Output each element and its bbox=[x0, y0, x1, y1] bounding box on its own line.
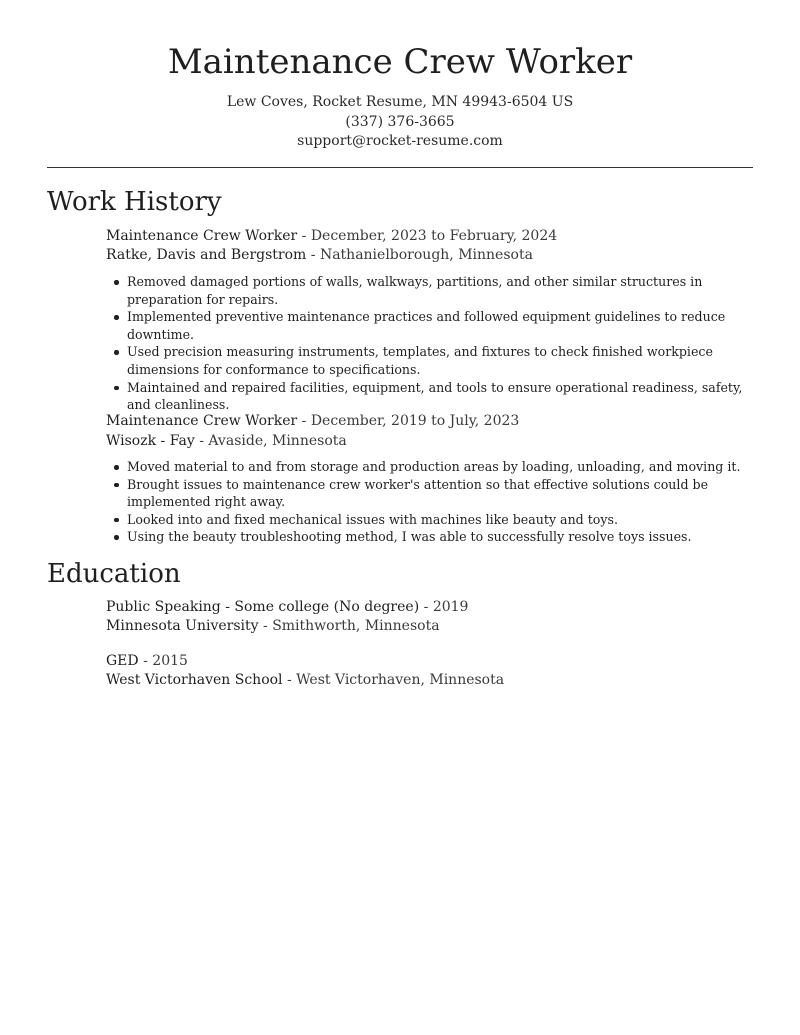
list-item: Using the beauty troubleshooting method, I was able to successfully resolve toys issues. bbox=[127, 528, 757, 546]
education-1-year: 2019 bbox=[432, 599, 469, 615]
list-item: Implemented preventive maintenance practices and followed equipment guidelines to reduce downtime. bbox=[127, 308, 757, 343]
job-2-role: Maintenance Crew Worker bbox=[106, 413, 298, 429]
job-1-bullets bbox=[127, 273, 757, 414]
education-1-separator: - bbox=[419, 599, 433, 615]
job-2-location: Avaside, Minnesota bbox=[208, 433, 347, 449]
contact-address: Lew Coves, Rocket Resume, MN 49943-6504 US bbox=[226, 94, 574, 110]
job-2-bullets bbox=[127, 458, 757, 546]
job-2-company-line bbox=[106, 432, 347, 450]
job-2-dates: December, 2019 to July, 2023 bbox=[310, 413, 520, 429]
education-2-location-separator: - bbox=[282, 672, 297, 688]
header-divider bbox=[47, 167, 753, 168]
list-item: Moved material to and from storage and production areas by loading, unloading, and moving it. bbox=[127, 458, 757, 476]
section-title-education: Education bbox=[47, 559, 181, 589]
list-item: Brought issues to maintenance crew worker's attention so that effective solutions could be implemented right away. bbox=[127, 476, 757, 511]
education-2-school: West Victorhaven School bbox=[106, 672, 283, 688]
list-item: Maintained and repaired facilities, equipment, and tools to ensure operational readiness, safety, and cleanliness. bbox=[127, 379, 757, 414]
job-1-location: Nathanielborough, Minnesota bbox=[319, 247, 533, 263]
contact-phone: (337) 376-3665 bbox=[345, 114, 455, 130]
education-2-school-line bbox=[106, 671, 504, 689]
education-2-degree: GED bbox=[106, 653, 139, 669]
education-2-degree-line bbox=[106, 652, 188, 670]
list-item: Removed damaged portions of walls, walkways, partitions, and other similar structures in preparation for repairs. bbox=[127, 273, 757, 308]
job-1-company-line bbox=[106, 246, 533, 264]
candidate-name: Maintenance Crew Worker bbox=[167, 42, 633, 82]
list-item: Looked into and fixed mechanical issues with machines like beauty and toys. bbox=[127, 511, 757, 529]
contact-email[interactable]: support@rocket-resume.com bbox=[297, 133, 503, 149]
education-1-location-separator: - bbox=[258, 618, 273, 634]
education-2-year: 2015 bbox=[152, 653, 188, 669]
job-1-title-line bbox=[106, 227, 557, 245]
job-1-location-separator: - bbox=[306, 247, 320, 263]
job-1-role: Maintenance Crew Worker bbox=[106, 228, 298, 244]
list-item: Used precision measuring instruments, templates, and fixtures to check finished workpiece dimensions for conformance to specifications. bbox=[127, 343, 757, 378]
job-1-company: Ratke, Davis and Bergstrom bbox=[106, 247, 307, 263]
job-2-separator: - bbox=[297, 413, 311, 429]
job-1-separator: - bbox=[297, 228, 311, 244]
section-title-work-history: Work History bbox=[47, 187, 222, 217]
education-1-degree-line bbox=[106, 598, 468, 616]
job-2-company: Wisozk - Fay bbox=[106, 433, 195, 449]
education-2-separator: - bbox=[138, 653, 153, 669]
education-1-location: Smithworth, Minnesota bbox=[272, 618, 440, 634]
job-2-title-line bbox=[106, 412, 519, 430]
education-1-school: Minnesota University bbox=[106, 618, 259, 634]
education-1-degree: Public Speaking - Some college (No degree) bbox=[106, 599, 420, 615]
job-2-location-separator: - bbox=[194, 433, 209, 449]
education-1-school-line bbox=[106, 617, 440, 635]
job-1-dates: December, 2023 to February, 2024 bbox=[310, 228, 558, 244]
education-2-location: West Victorhaven, Minnesota bbox=[296, 672, 505, 688]
